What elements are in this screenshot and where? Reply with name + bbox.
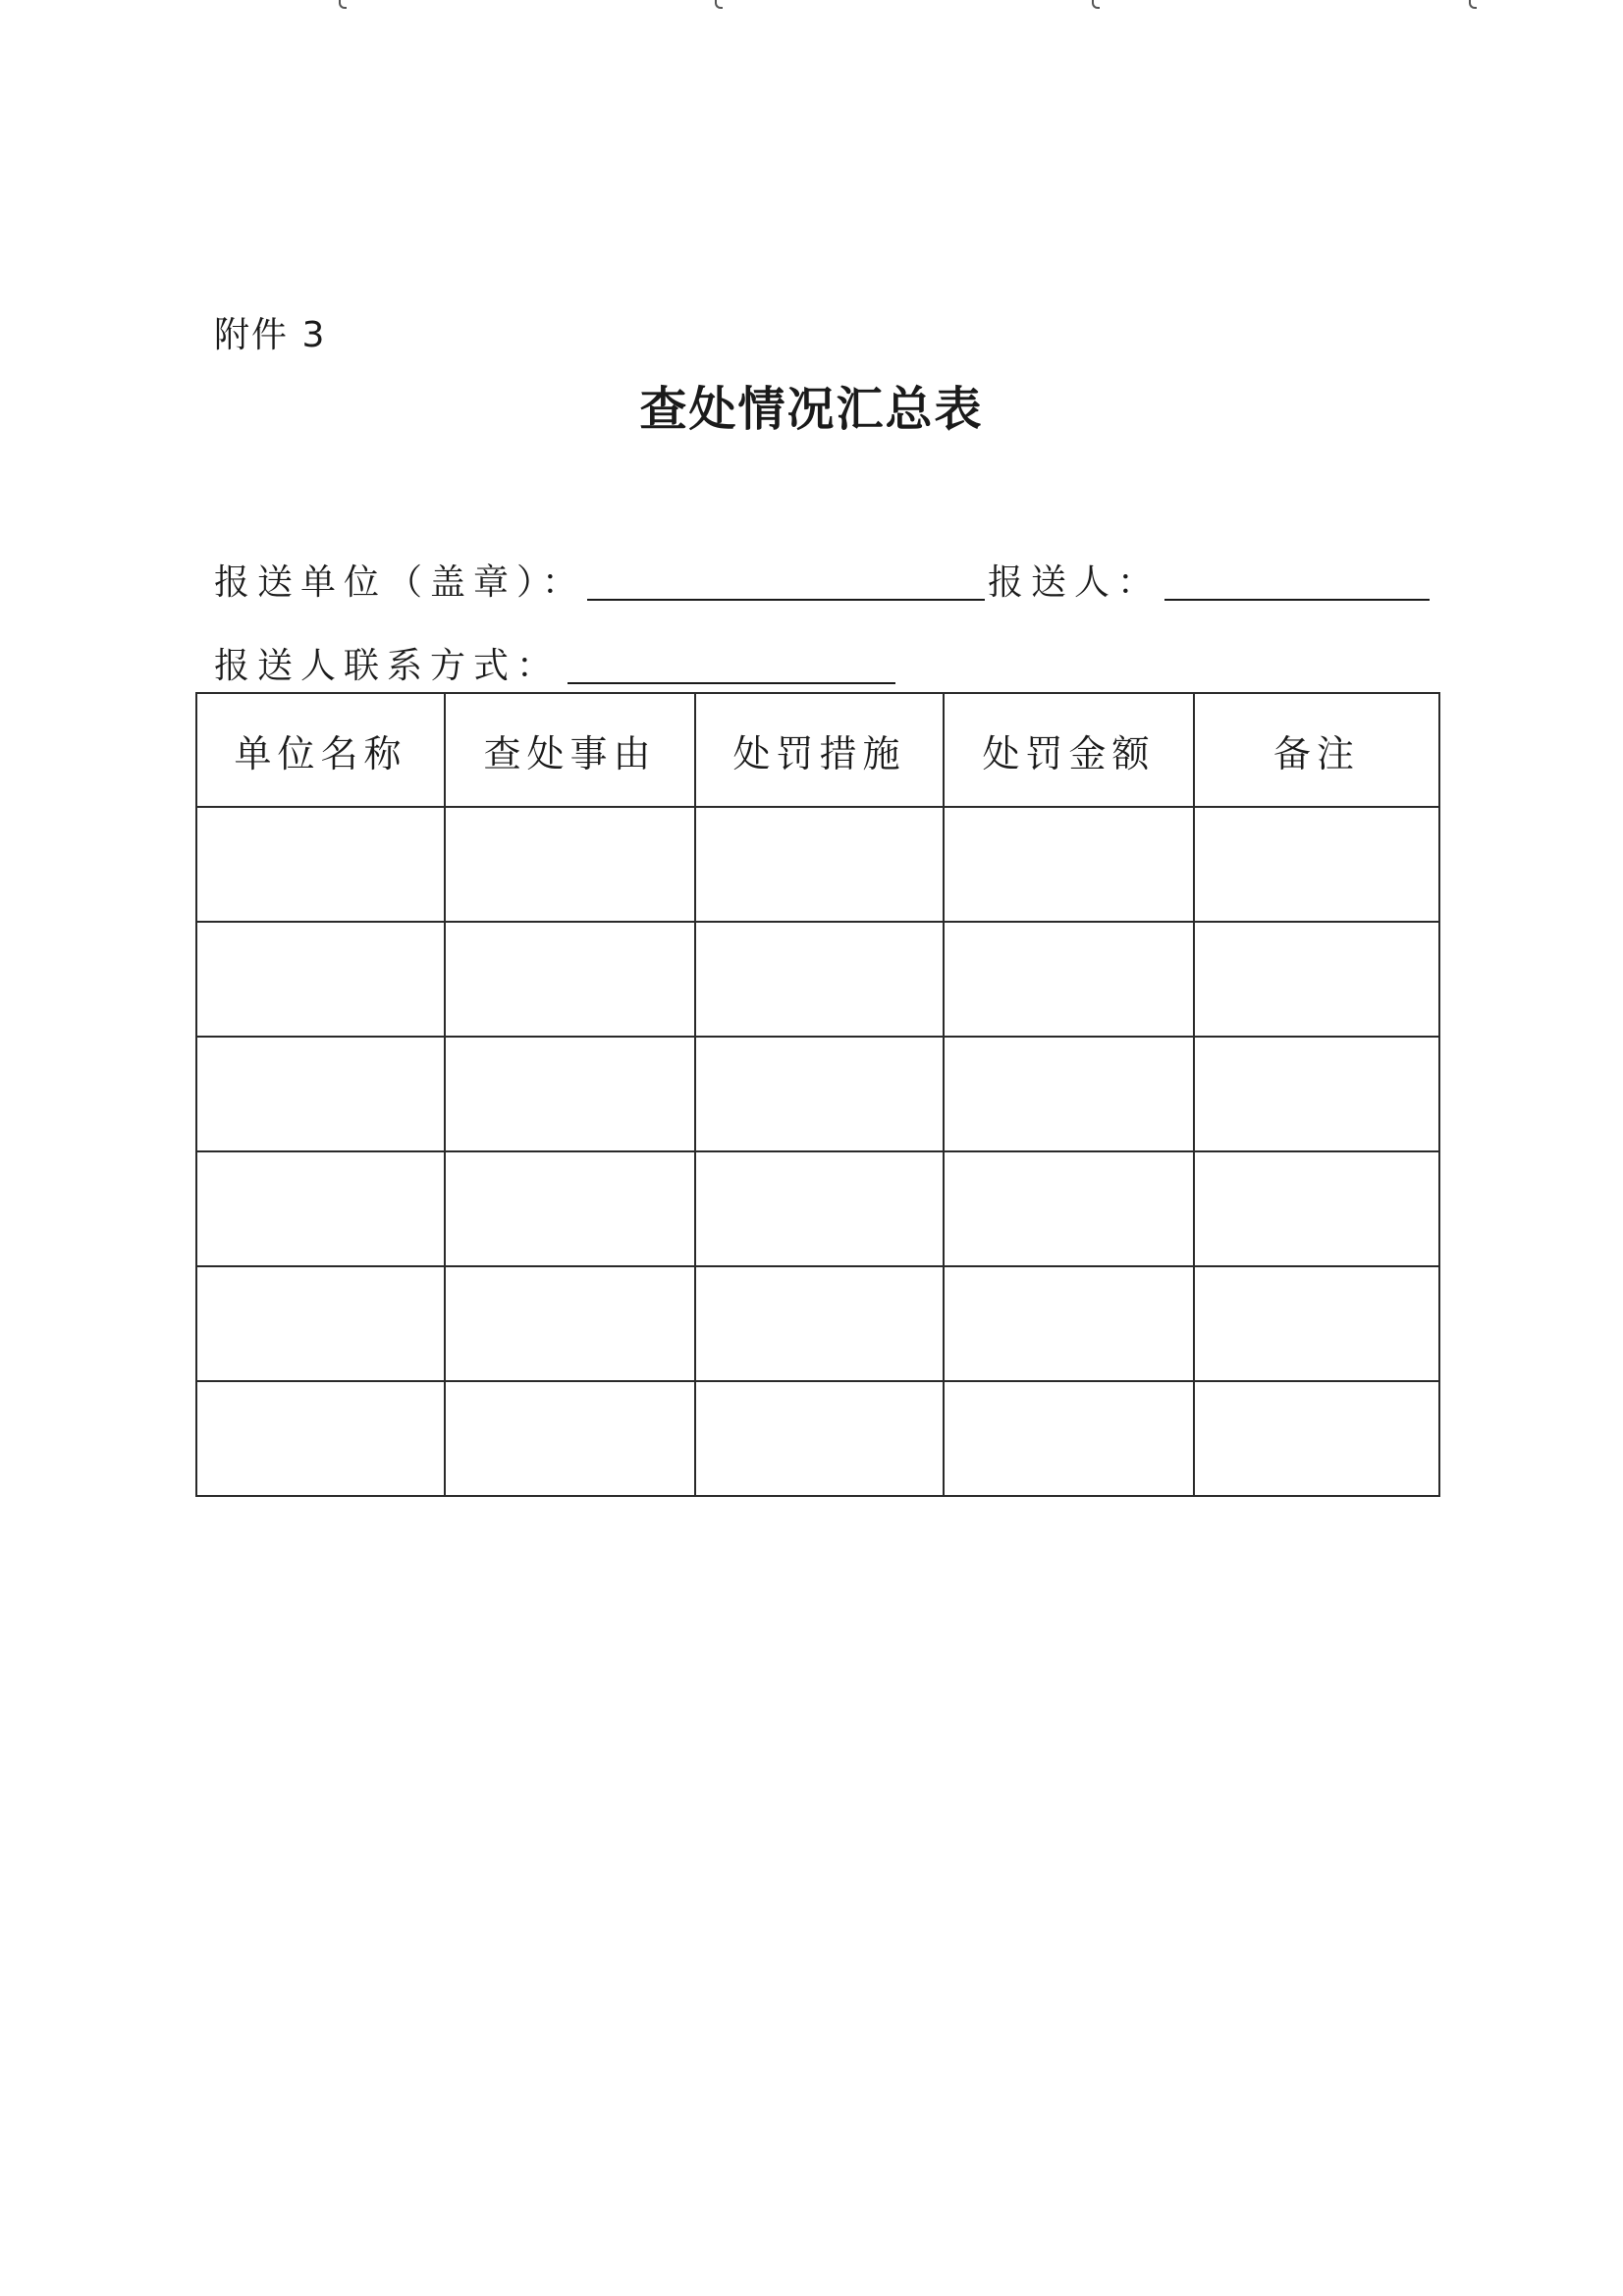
table-row xyxy=(196,807,1439,922)
table-row xyxy=(196,1266,1439,1381)
scan-mark xyxy=(715,0,723,9)
column-header-remarks: 备注 xyxy=(1194,693,1439,807)
table-cell[interactable] xyxy=(1194,1151,1439,1266)
column-header-unit-name: 单位名称 xyxy=(196,693,445,807)
reporting-unit-label: 报送单位（盖章）： xyxy=(214,562,586,603)
reporter-field[interactable] xyxy=(1164,599,1430,601)
table-cell[interactable] xyxy=(1194,807,1439,922)
summary-table xyxy=(195,692,1440,1497)
table-cell[interactable] xyxy=(695,922,944,1037)
table-row xyxy=(196,1381,1439,1496)
table-cell[interactable] xyxy=(196,1037,445,1151)
table-cell[interactable] xyxy=(944,1266,1194,1381)
table-cell[interactable] xyxy=(196,1151,445,1266)
table-cell[interactable] xyxy=(196,807,445,922)
scan-mark xyxy=(1092,0,1100,9)
scan-mark xyxy=(339,0,347,9)
table-row xyxy=(196,1037,1439,1151)
table-cell[interactable] xyxy=(1194,1381,1439,1496)
table-cell[interactable] xyxy=(944,1151,1194,1266)
table-cell[interactable] xyxy=(695,1151,944,1266)
table-cell[interactable] xyxy=(944,807,1194,922)
reporting-unit-row xyxy=(214,560,585,607)
table-header-row xyxy=(196,693,1439,807)
table-cell[interactable] xyxy=(1194,922,1439,1037)
table-cell[interactable] xyxy=(695,1381,944,1496)
table-cell[interactable] xyxy=(196,1266,445,1381)
reporting-unit-field[interactable] xyxy=(587,599,985,601)
reporter-label: 报送人： xyxy=(988,562,1162,603)
table-cell[interactable] xyxy=(445,922,695,1037)
scan-mark xyxy=(1469,0,1477,9)
contact-field[interactable] xyxy=(568,682,895,684)
column-header-penalty-measures: 处罚措施 xyxy=(695,693,944,807)
attachment-label: 附件 3 xyxy=(214,315,327,355)
table-cell[interactable] xyxy=(944,1381,1194,1496)
table-cell[interactable] xyxy=(944,922,1194,1037)
page-title: 查处情况汇总表 xyxy=(639,382,984,437)
contact-row xyxy=(214,643,560,690)
table-row xyxy=(196,1151,1439,1266)
table-cell[interactable] xyxy=(695,807,944,922)
table-cell[interactable] xyxy=(445,1151,695,1266)
table-cell[interactable] xyxy=(1194,1266,1439,1381)
table-cell[interactable] xyxy=(445,1381,695,1496)
table-cell[interactable] xyxy=(445,1037,695,1151)
column-header-penalty-amount: 处罚金额 xyxy=(944,693,1194,807)
table-cell[interactable] xyxy=(445,807,695,922)
contact-label: 报送人联系方式： xyxy=(214,646,561,686)
table-cell[interactable] xyxy=(196,922,445,1037)
column-header-reason: 查处事由 xyxy=(445,693,695,807)
table-cell[interactable] xyxy=(944,1037,1194,1151)
page-edge-marks xyxy=(0,0,1623,12)
reporter-row xyxy=(988,560,1161,607)
table-cell[interactable] xyxy=(695,1037,944,1151)
table-cell[interactable] xyxy=(1194,1037,1439,1151)
table-cell[interactable] xyxy=(445,1266,695,1381)
table-row xyxy=(196,922,1439,1037)
table-cell[interactable] xyxy=(695,1266,944,1381)
table-cell[interactable] xyxy=(196,1381,445,1496)
